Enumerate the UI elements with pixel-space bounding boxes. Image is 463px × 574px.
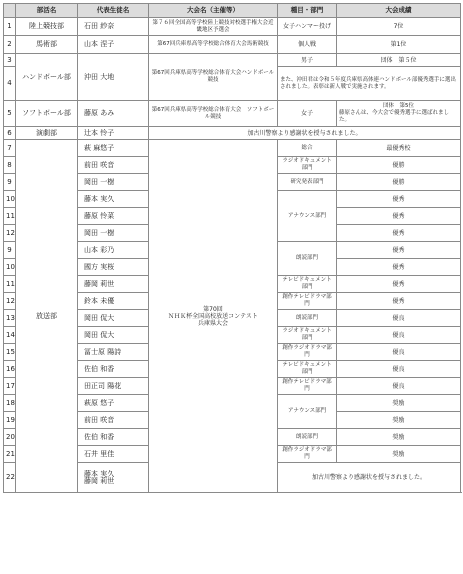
student-name: 岡田 侃大 [78,310,149,327]
student-name: 佐伯 和香 [78,361,149,378]
result: 奨励 [337,395,461,412]
row-number: 15 [4,344,16,361]
header-category: 種目・部門 [278,4,337,18]
club-name: 陸上競技部 [16,18,78,36]
row-number: 18 [4,395,16,412]
student-name: 岡田 侃大 [78,327,149,344]
row-number: 19 [4,412,16,429]
result: 優秀 [337,191,461,208]
event-line: ＮＨＫ杯全国高校放送コンテスト [168,312,258,320]
category: 研究発表部門 [278,174,337,191]
student-name: 石井 里佳 [78,446,149,463]
event-name: 第67回兵庫県高等学校総合体育大会馬術競技 [149,36,278,54]
result: 奨励 [337,429,461,446]
club-name: 演劇部 [16,127,78,140]
category: 総合 [278,140,337,157]
event-name: 第７６回全国高等学校陸上競技対校選手権大会近畿地区予選会 [149,18,278,36]
category: 朗読部門 [278,242,337,276]
category: 男子 [278,54,337,67]
category: 女子ハンマー投げ [278,18,337,36]
table-row [4,101,461,127]
result: 優秀 [337,259,461,276]
student-name: 岡田 一樹 [78,225,149,242]
result: 最優秀校 [337,140,461,157]
student-name: 鈴本 未優 [78,293,149,310]
results-table [3,3,461,493]
row-number: 17 [4,378,16,395]
row-number: 5 [4,101,16,127]
row-number: 3 [4,54,16,67]
student-name: 前田 咲音 [78,412,149,429]
result-note: 藤原さんは、今大会で優秀選手に選ばれました。 [339,110,450,123]
student-name: 沖田 大地 [78,54,149,101]
event-line: 第70回 [203,305,223,313]
student-name: 田正司 陽花 [78,378,149,395]
category: アナウンス部門 [278,395,337,429]
student-name: 石田 紗奈 [78,18,149,36]
table-row [4,127,461,140]
result: 優秀 [337,242,461,259]
result: 優秀 [337,225,461,242]
merged-note: 加古川警察より感謝状を授与されました。 [278,463,461,493]
student-name: 辻本 怜子 [78,127,149,140]
student-name: 岡田 一樹 [78,174,149,191]
row-number: 20 [4,429,16,446]
result [337,101,461,127]
row-number: 16 [4,361,16,378]
student-name: 藤本 実久 [84,469,115,478]
table-row [4,18,461,36]
category: 朗読部門 [278,429,337,446]
header-no [4,4,16,18]
row-number: 8 [4,157,16,174]
award-note: また、沖田君は令和５年度兵庫県高体連ハンドボール部優秀選手に選出されました。表彰は新人戦で実施されます。 [278,67,461,101]
category: 女子 [278,101,337,127]
header-event: 大会名（主催等） [149,4,278,18]
result: 優良 [337,378,461,395]
event-name [149,140,278,493]
student-name: 藤原 怜菜 [78,208,149,225]
row-number: 22 [4,463,16,493]
category: 個人戦 [278,36,337,54]
result: 優秀 [337,208,461,225]
row-number: 10 [4,191,16,208]
event-name: 第67回兵庫県高等学校総合体育大会 ソフトボール競技 [149,101,278,127]
row-number: 13 [4,310,16,327]
category: 創作テレビドラマ部門 [278,378,337,395]
row-number: 6 [4,127,16,140]
category: テレビドキュメント部門 [278,276,337,293]
row-number: 2 [4,36,16,54]
result: 7位 [337,18,461,36]
header-club: 部活名 [16,4,78,18]
club-name: ソフトボール部 [16,101,78,127]
header-row [4,4,461,18]
result: 優勝 [337,157,461,174]
row-number: 4 [4,67,16,101]
result: 優良 [337,310,461,327]
row-number: 12 [4,293,16,310]
header-rep: 代表生徒名 [78,4,149,18]
row-number: 11 [4,276,16,293]
result: 第1位 [337,36,461,54]
result: 団体 第５位 [337,54,461,67]
result: 優秀 [337,293,461,310]
student-name: 前田 咲音 [78,157,149,174]
result: 優秀 [337,276,461,293]
category: 創作ラジオドラマ部門 [278,446,337,463]
category: ラジオドキュメント部門 [278,327,337,344]
student-name: 藤本 実久 [78,191,149,208]
category: ラジオドキュメント部門 [278,157,337,174]
student-names [78,463,149,493]
row-number: 14 [4,327,16,344]
student-name: 藤岡 莉世 [84,476,115,485]
result: 奨励 [337,446,461,463]
row-number: 9 [4,174,16,191]
table-row [4,54,461,67]
club-name: ハンドボール部 [16,54,78,101]
student-name: 佐伯 和香 [78,429,149,446]
row-number: 7 [4,140,16,157]
result-team: 団体 第5位 [383,103,414,109]
result: 優良 [337,327,461,344]
row-number: 9 [4,242,16,259]
category: アナウンス部門 [278,191,337,242]
club-name: 馬術部 [16,36,78,54]
category: テレビドキュメント部門 [278,361,337,378]
result: 優勝 [337,174,461,191]
merged-note: 加古川警察より感謝状を授与されました。 [149,127,461,140]
header-result: 大会成績 [337,4,461,18]
category: 創作テレビドラマ部門 [278,293,337,310]
table-row [4,140,461,157]
result: 奨励 [337,412,461,429]
club-name: 放送部 [16,140,78,493]
student-name: 國方 実桜 [78,259,149,276]
row-number: 21 [4,446,16,463]
student-name: 藤岡 莉世 [78,276,149,293]
student-name: 藤原 あみ [78,101,149,127]
student-name: 山本 彩乃 [78,242,149,259]
event-line: 兵庫県大会 [197,319,228,327]
category: 創作ラジオドラマ部門 [278,344,337,361]
row-number: 1 [4,18,16,36]
table-row [4,36,461,54]
student-name: 萩原 悠子 [78,395,149,412]
row-number: 12 [4,225,16,242]
row-number: 11 [4,208,16,225]
result: 優良 [337,361,461,378]
student-name: 萩 麻悠子 [78,140,149,157]
event-name: 第67回兵庫県高等学校総合体育大会ハンドボール競技 [149,54,278,101]
student-name: 山本 涅子 [78,36,149,54]
result: 優良 [337,344,461,361]
category: 朗読部門 [278,310,337,327]
row-number: 10 [4,259,16,276]
student-name: 冨士原 陽詩 [78,344,149,361]
